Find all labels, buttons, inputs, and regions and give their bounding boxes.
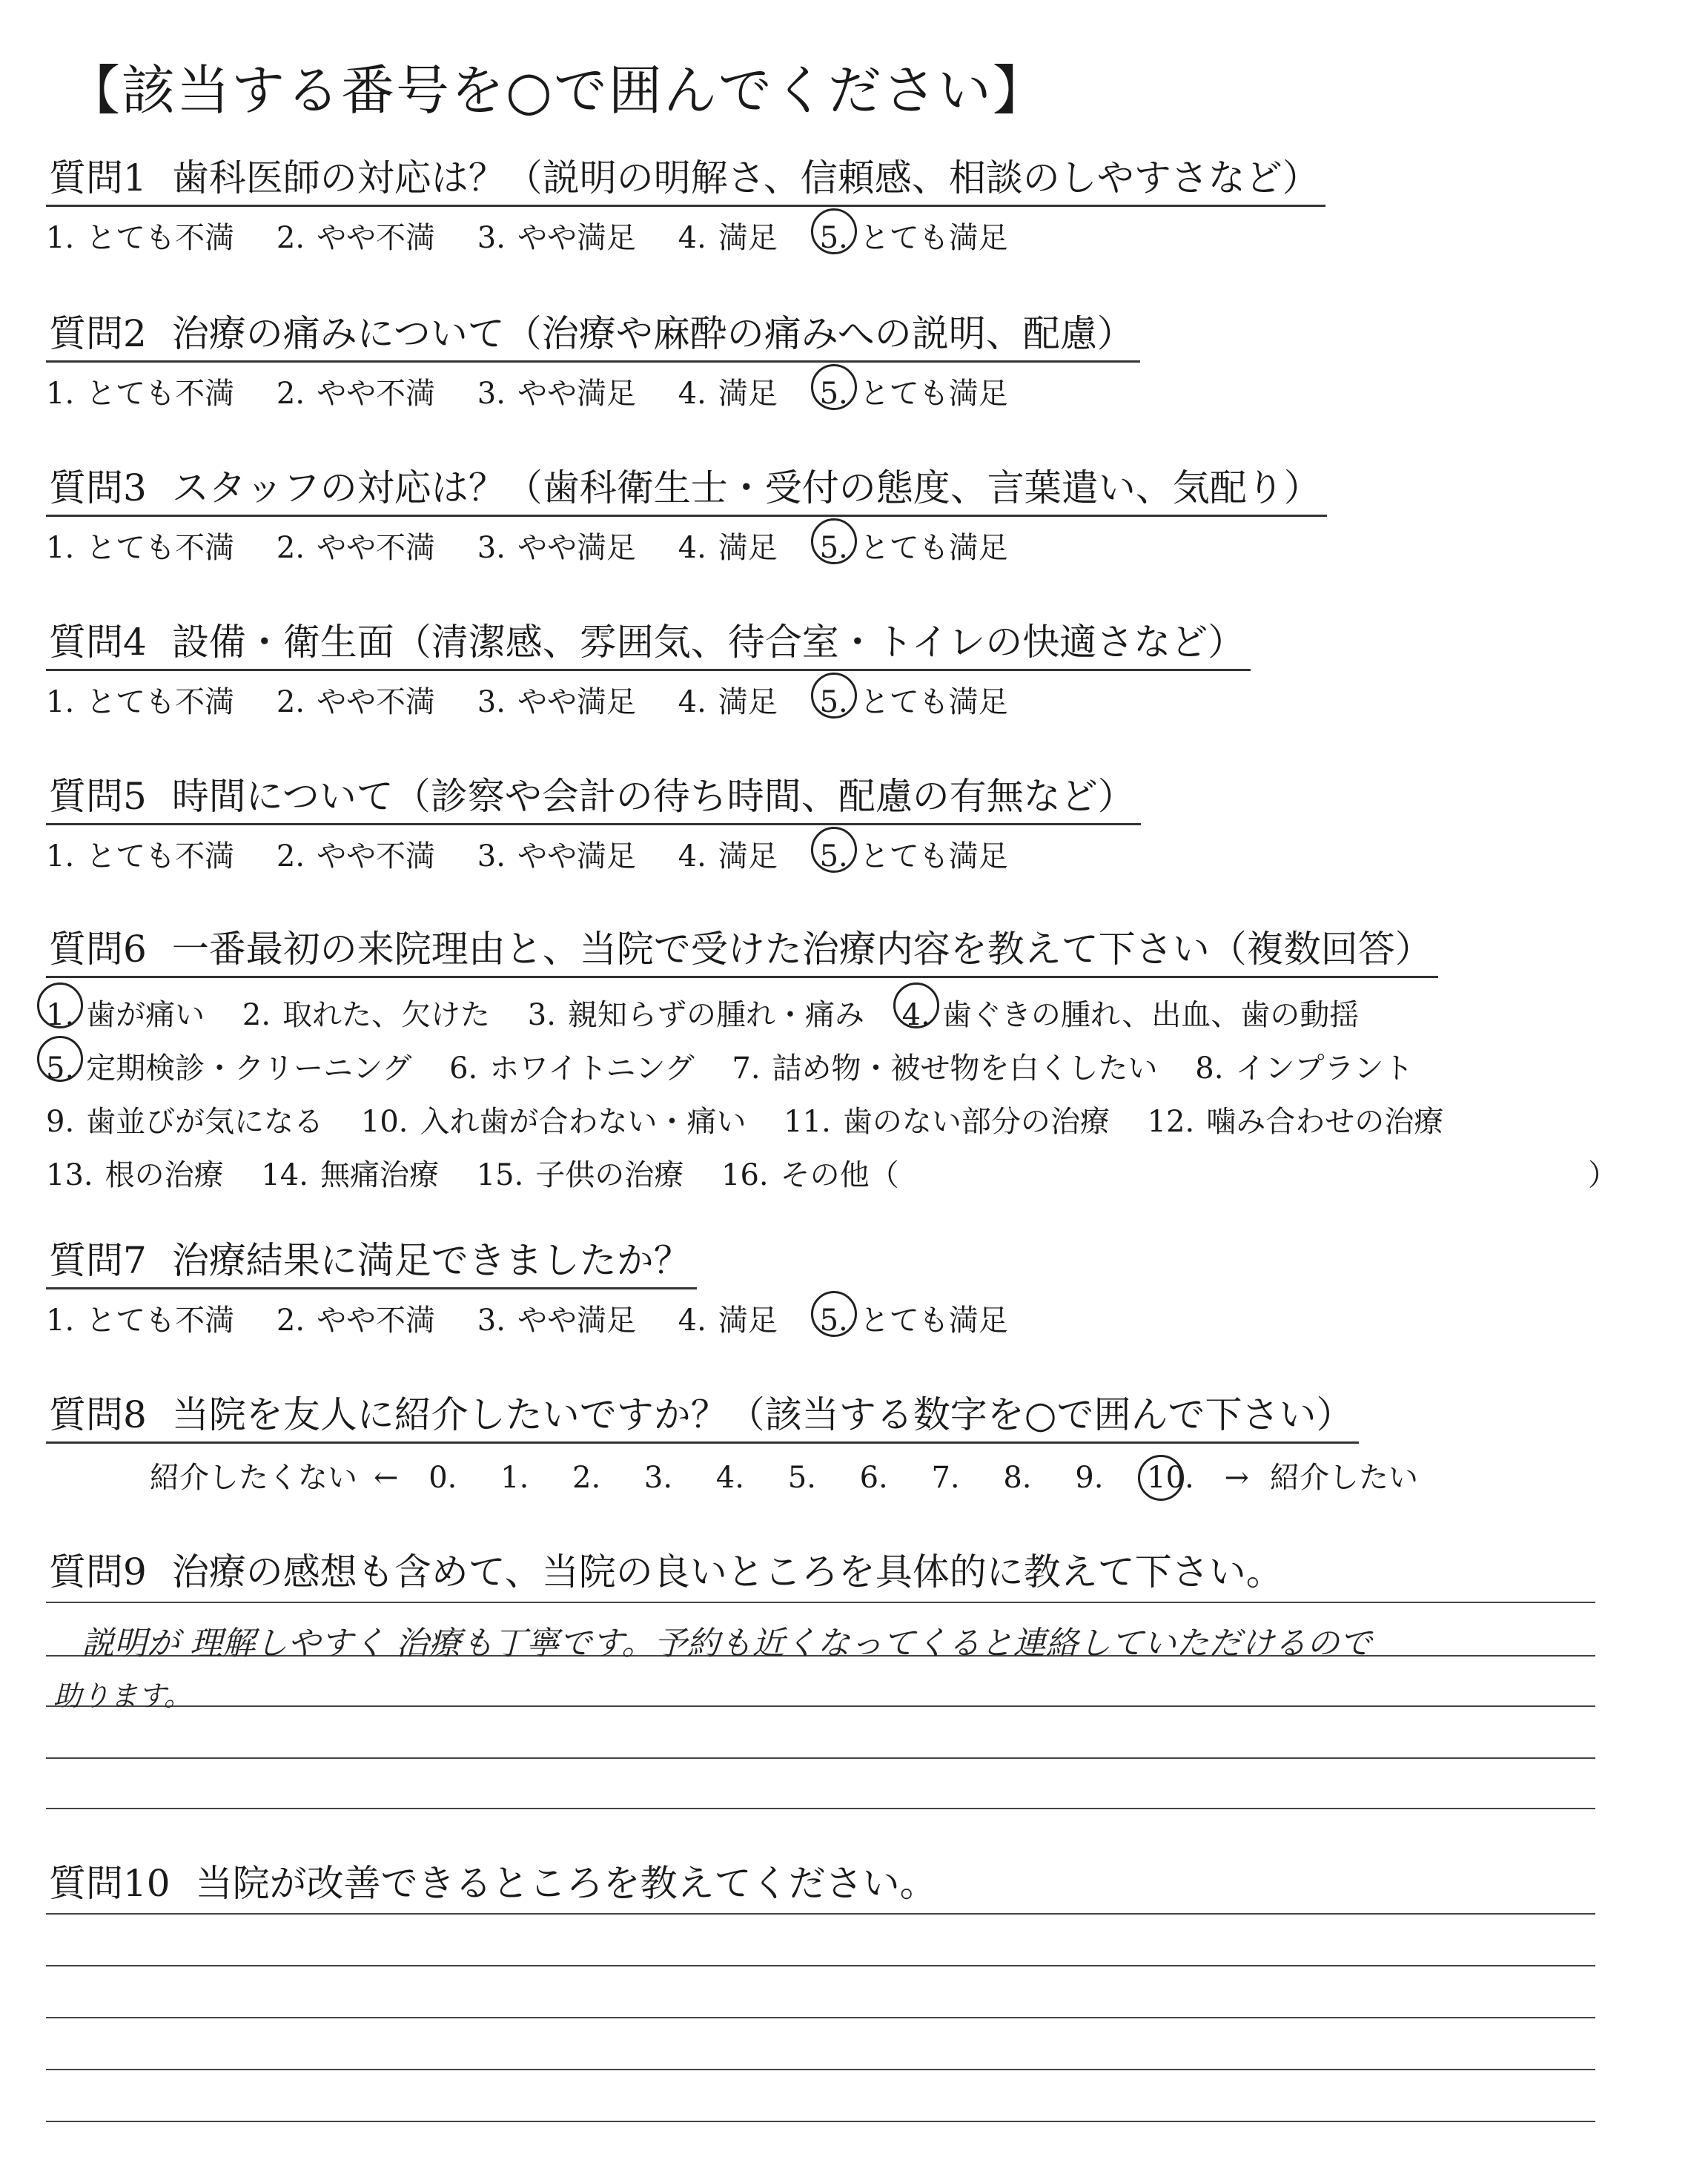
reason-option-13[interactable]: 13. 根の治療 bbox=[46, 1158, 224, 1192]
satisfaction-options bbox=[46, 833, 1641, 875]
reason-row bbox=[46, 988, 1641, 1042]
question-title bbox=[46, 919, 1438, 978]
option-2[interactable]: 2. やや不満 bbox=[276, 377, 436, 411]
question-label: 質問8 bbox=[49, 1393, 147, 1436]
reason-option-16[interactable]: 16. その他（ bbox=[721, 1158, 899, 1192]
option-4[interactable]: 4. 満足 bbox=[678, 839, 778, 873]
q9-answer-line-2: 助ります。 bbox=[53, 1680, 192, 1712]
question-title bbox=[46, 1854, 1641, 1907]
question-6 bbox=[46, 919, 1641, 1202]
question-10 bbox=[46, 1854, 1641, 1907]
question-title bbox=[46, 458, 1327, 517]
question-title bbox=[46, 304, 1140, 363]
option-1[interactable]: 1. とても不満 bbox=[46, 839, 235, 873]
option-2[interactable]: 2. やや不満 bbox=[276, 1304, 436, 1338]
page-title: 【該当する番号を○で囲んでください】 bbox=[67, 59, 1047, 122]
question-title bbox=[46, 148, 1325, 207]
scale-10-selected[interactable]: 10. bbox=[1147, 1461, 1194, 1495]
question-7 bbox=[46, 1231, 1641, 1339]
option-4[interactable]: 4. 満足 bbox=[678, 377, 778, 411]
question-text: スタッフの対応は？（歯科衛生士・受付の態度、言葉遣い、気配り） bbox=[171, 466, 1321, 509]
option-4[interactable]: 4. 満足 bbox=[678, 531, 778, 565]
question-3 bbox=[46, 458, 1641, 567]
scale-6[interactable]: 6. bbox=[859, 1461, 888, 1495]
reason-options bbox=[46, 988, 1641, 1202]
satisfaction-options bbox=[46, 370, 1641, 412]
question-title bbox=[46, 1231, 697, 1289]
option-3[interactable]: 3. やや満足 bbox=[477, 685, 636, 719]
scale-0[interactable]: 0. bbox=[428, 1461, 457, 1495]
reason-option-9[interactable]: 9. 歯並びが気になる bbox=[46, 1105, 324, 1139]
reason-option-4-selected[interactable]: 4. 歯ぐきの腫れ、出血、歯の動揺 bbox=[902, 988, 1360, 1042]
scale-1[interactable]: 1. bbox=[500, 1461, 529, 1495]
option-3[interactable]: 3. やや満足 bbox=[477, 221, 636, 255]
question-label: 質問1 bbox=[49, 156, 147, 199]
reason-option-8[interactable]: 8. インプラント bbox=[1195, 1051, 1414, 1086]
scale-4[interactable]: 4. bbox=[715, 1461, 744, 1495]
satisfaction-options bbox=[46, 1297, 1641, 1339]
scale-8[interactable]: 8. bbox=[1003, 1461, 1032, 1495]
option-5-selected[interactable]: 5. とても満足 bbox=[820, 370, 1008, 412]
question-5 bbox=[46, 767, 1641, 875]
other-paren-close: ） bbox=[1588, 1158, 1618, 1192]
scale-3[interactable]: 3. bbox=[643, 1461, 673, 1495]
option-1[interactable]: 1. とても不満 bbox=[46, 377, 235, 411]
answer-lines-q10[interactable] bbox=[46, 1913, 1595, 2150]
option-5-selected[interactable]: 5. とても満足 bbox=[820, 1297, 1008, 1339]
question-9 bbox=[46, 1542, 1641, 1596]
reason-option-12[interactable]: 12. 噛み合わせの治療 bbox=[1147, 1105, 1444, 1139]
option-2[interactable]: 2. やや不満 bbox=[276, 839, 436, 873]
question-text: 設備・衛生面（清潔感、雰囲気、待合室・トイレの快適さなど） bbox=[171, 621, 1245, 664]
option-5-selected[interactable]: 5. とても満足 bbox=[820, 524, 1008, 567]
satisfaction-options bbox=[46, 524, 1641, 567]
question-label: 質問3 bbox=[49, 466, 147, 509]
option-3[interactable]: 3. やや満足 bbox=[477, 1304, 636, 1338]
question-text: 歯科医師の対応は？（説明の明解さ、信頼感、相談のしやすさなど） bbox=[171, 156, 1320, 199]
question-text: 治療結果に満足できましたか？ bbox=[171, 1239, 691, 1282]
reason-option-7[interactable]: 7. 詰め物・被せ物を白くしたい bbox=[732, 1051, 1158, 1086]
question-text: 当院が改善できるところを教えてください。 bbox=[195, 1862, 937, 1905]
question-8 bbox=[46, 1385, 1641, 1496]
option-5-selected[interactable]: 5. とても満足 bbox=[820, 833, 1008, 875]
option-5-selected[interactable]: 5. とても満足 bbox=[820, 678, 1008, 721]
reason-row bbox=[46, 1149, 1641, 1202]
reason-option-6[interactable]: 6. ホワイトニング bbox=[449, 1051, 695, 1086]
option-5-selected[interactable]: 5. とても満足 bbox=[820, 214, 1008, 257]
scale-right-label: 紹介したい bbox=[1270, 1461, 1418, 1495]
option-1[interactable]: 1. とても不満 bbox=[46, 685, 235, 719]
option-4[interactable]: 4. 満足 bbox=[678, 1304, 778, 1338]
question-2 bbox=[46, 304, 1641, 412]
recommend-scale bbox=[46, 1454, 1641, 1496]
reason-option-14[interactable]: 14. 無痛治療 bbox=[261, 1158, 439, 1192]
question-title bbox=[46, 767, 1141, 825]
question-label: 質問7 bbox=[49, 1239, 147, 1282]
q9-answer-line-1: 説明が 理解しやすく 治療も丁寧です。予約も近くなってくると連絡していただけるので bbox=[82, 1625, 1372, 1662]
scale-5[interactable]: 5. bbox=[787, 1461, 816, 1495]
scale-7[interactable]: 7. bbox=[931, 1461, 960, 1495]
question-text: 一番最初の来院理由と、当院で受けた治療内容を教えて下さい（複数回答） bbox=[171, 928, 1432, 971]
question-label: 質問4 bbox=[49, 621, 147, 664]
left-arrow-icon: ← bbox=[374, 1461, 399, 1495]
question-1 bbox=[46, 148, 1641, 257]
option-2[interactable]: 2. やや不満 bbox=[276, 531, 436, 565]
option-2[interactable]: 2. やや不満 bbox=[276, 685, 436, 719]
option-1[interactable]: 1. とても不満 bbox=[46, 531, 235, 565]
question-text: 当院を友人に紹介したいですか？（該当する数字を○で囲んで下さい） bbox=[171, 1393, 1354, 1436]
question-text: 治療の感想も含めて、当院の良いところを具体的に教えて下さい。 bbox=[171, 1550, 1283, 1593]
question-label: 質問2 bbox=[49, 312, 147, 355]
right-arrow-icon: → bbox=[1224, 1461, 1249, 1495]
satisfaction-options bbox=[46, 214, 1641, 257]
option-4[interactable]: 4. 満足 bbox=[678, 685, 778, 719]
question-label: 質問6 bbox=[49, 928, 147, 971]
satisfaction-options bbox=[46, 678, 1641, 721]
question-text: 治療の痛みについて（治療や麻酔の痛みへの説明、配慮） bbox=[171, 312, 1134, 355]
reason-option-1-selected[interactable]: 1. 歯が痛い bbox=[46, 988, 205, 1042]
reason-option-5-selected[interactable]: 5. 定期検診・クリーニング bbox=[46, 1042, 411, 1095]
question-label: 質問10 bbox=[49, 1862, 171, 1905]
option-4[interactable]: 4. 満足 bbox=[678, 221, 778, 255]
question-text: 時間について（診察や会計の待ち時間、配慮の有無など） bbox=[171, 775, 1135, 818]
question-label: 質問9 bbox=[49, 1550, 147, 1593]
option-3[interactable]: 3. やや満足 bbox=[477, 531, 636, 565]
option-2[interactable]: 2. やや不満 bbox=[276, 221, 436, 255]
reason-option-10[interactable]: 10. 入れ歯が合わない・痛い bbox=[360, 1105, 747, 1139]
reason-row bbox=[46, 1042, 1641, 1095]
scale-2[interactable]: 2. bbox=[572, 1461, 601, 1495]
question-title bbox=[46, 1542, 1641, 1596]
reason-option-2[interactable]: 2. 取れた、欠けた bbox=[242, 998, 491, 1032]
scale-left-label: 紹介したくない bbox=[150, 1461, 357, 1495]
option-1[interactable]: 1. とても不満 bbox=[46, 221, 235, 255]
question-label: 質問5 bbox=[49, 775, 147, 818]
option-1[interactable]: 1. とても不満 bbox=[46, 1304, 235, 1338]
question-title bbox=[46, 1385, 1359, 1444]
scale-9[interactable]: 9. bbox=[1075, 1461, 1104, 1495]
option-3[interactable]: 3. やや満足 bbox=[477, 377, 636, 411]
reason-row bbox=[46, 1095, 1641, 1149]
option-3[interactable]: 3. やや満足 bbox=[477, 839, 636, 873]
question-4 bbox=[46, 612, 1641, 721]
reason-option-11[interactable]: 11. 歯のない部分の治療 bbox=[784, 1105, 1110, 1139]
reason-option-3[interactable]: 3. 親知らずの腫れ・痛み bbox=[527, 998, 864, 1032]
question-title bbox=[46, 612, 1251, 671]
reason-option-15[interactable]: 15. 子供の治療 bbox=[476, 1158, 684, 1192]
